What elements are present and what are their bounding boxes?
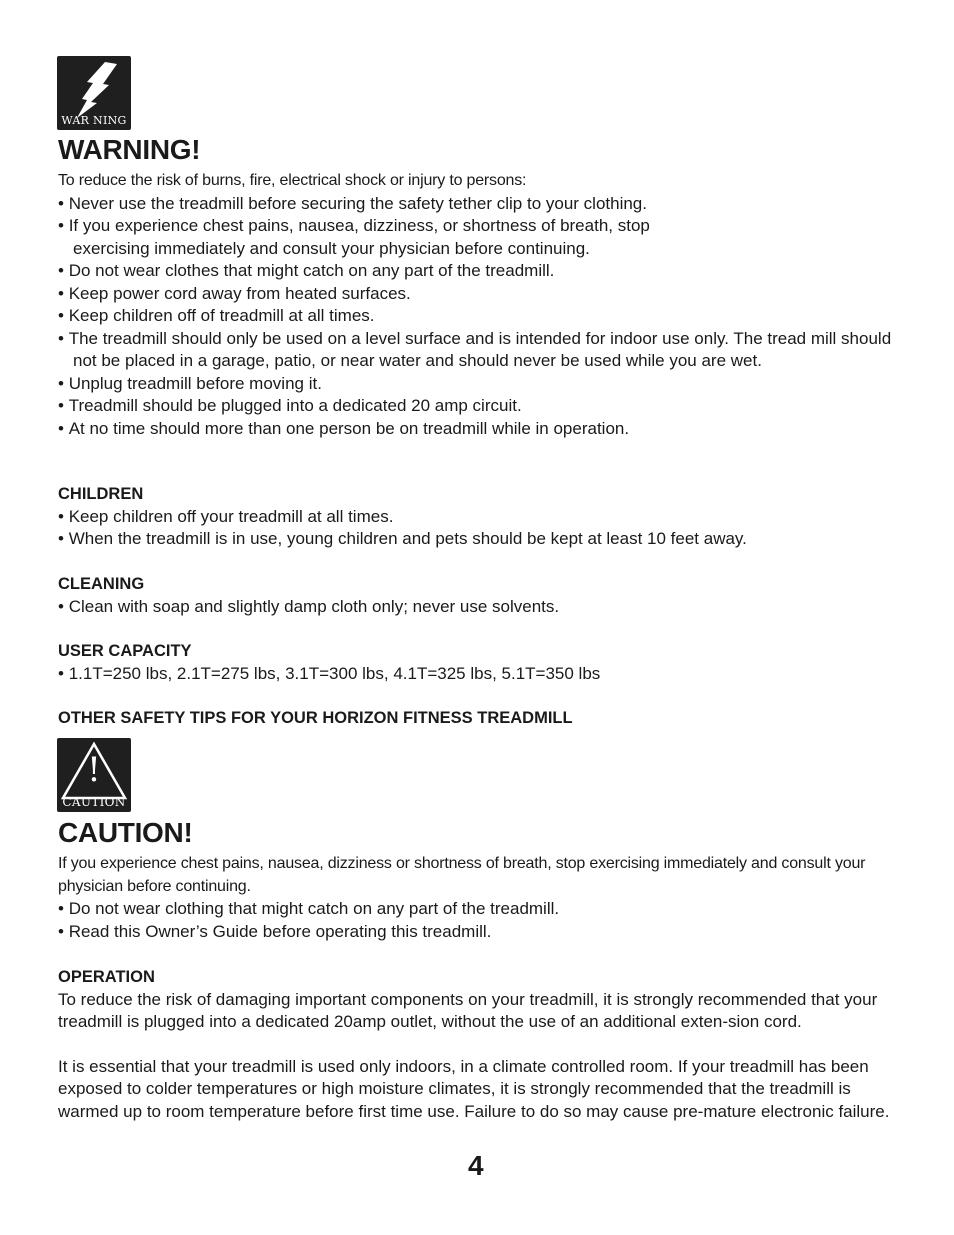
warning-section	[58, 170, 898, 440]
list-item: • Keep children off of treadmill at all times.	[58, 305, 898, 328]
operation-section	[58, 966, 898, 1123]
operation-paragraph-2: It is essential that your treadmill is used only indoors, in a climate controlled room. If your treadmill has been exposed to colder temperatures or high moisture climates, it is strongly recommended that the treadmill is warmed up to room temperature before first time use. Failure to do so may cause pre-mature electronic failure.	[58, 1056, 890, 1121]
user-capacity-heading: USER CAPACITY	[58, 642, 192, 660]
list-item: • The treadmill should only be used on a level surface and is intended for indoor use only. The tread mill should not be placed in a garage, patio, or near water and should never be used while you are wet.	[58, 328, 905, 373]
list-item: • If you experience chest pains, nausea, dizziness, or shortness of breath, stop exercising immediately and consult your physician before continuing.	[58, 215, 723, 260]
list-item: • Do not wear clothing that might catch on any part of the treadmill.	[58, 898, 898, 921]
list-item: • Keep power cord away from heated surfaces.	[58, 283, 898, 306]
caution-title: CAUTION!	[58, 817, 193, 848]
caution-icon	[57, 738, 131, 812]
list-item: • Read this Owner’s Guide before operating this treadmill.	[58, 921, 898, 944]
list-item: • Keep children off your treadmill at all times.	[58, 506, 898, 529]
list-item: • At no time should more than one person be on treadmill while in operation.	[58, 418, 898, 441]
page-number: 4	[468, 1150, 484, 1181]
children-section	[58, 483, 898, 551]
cleaning-heading: CLEANING	[58, 575, 145, 593]
other-tips-section	[58, 707, 898, 730]
list-item: • Do not wear clothes that might catch on any part of the treadmill.	[58, 260, 898, 283]
list-item: • Never use the treadmill before securing the safety tether clip to your clothing.	[58, 193, 898, 216]
list-item: • 1.1T=250 lbs, 2.1T=275 lbs, 3.1T=300 lbs, 4.1T=325 lbs, 5.1T=350 lbs	[58, 663, 898, 686]
cleaning-section	[58, 573, 898, 618]
warning-intro: To reduce the risk of burns, fire, electrical shock or injury to persons:	[58, 172, 527, 189]
warning-icon	[57, 56, 131, 130]
user-capacity-section	[58, 640, 898, 685]
list-item: • Clean with soap and slightly damp cloth only; never use solvents.	[58, 596, 898, 619]
list-item: • When the treadmill is in use, young children and pets should be kept at least 10 feet away.	[58, 528, 898, 551]
caution-section	[58, 853, 898, 943]
list-item: • Unplug treadmill before moving it.	[58, 373, 898, 396]
operation-paragraph-1: To reduce the risk of damaging important components on your treadmill, it is strongly recommended that your treadmill is plugged into a dedicated 20amp outlet, without the use of an additional exten-sion cord.	[58, 989, 878, 1031]
caution-intro: If you experience chest pains, nausea, dizziness or shortness of breath, stop exercising immediately and consult your physician before continuing.	[58, 855, 866, 895]
children-heading: CHILDREN	[58, 485, 144, 503]
exclamation-glyph: !	[87, 750, 101, 790]
warning-title: WARNING!	[58, 134, 201, 165]
caution-icon-label: CAUTION	[62, 795, 126, 809]
warning-icon-label: WAR NING	[61, 114, 127, 127]
list-item: • Treadmill should be plugged into a dedicated 20 amp circuit.	[58, 395, 898, 418]
other-tips-heading: OTHER SAFETY TIPS FOR YOUR HORIZON FITNESS TREADMILL	[58, 709, 573, 727]
operation-heading: OPERATION	[58, 968, 155, 986]
